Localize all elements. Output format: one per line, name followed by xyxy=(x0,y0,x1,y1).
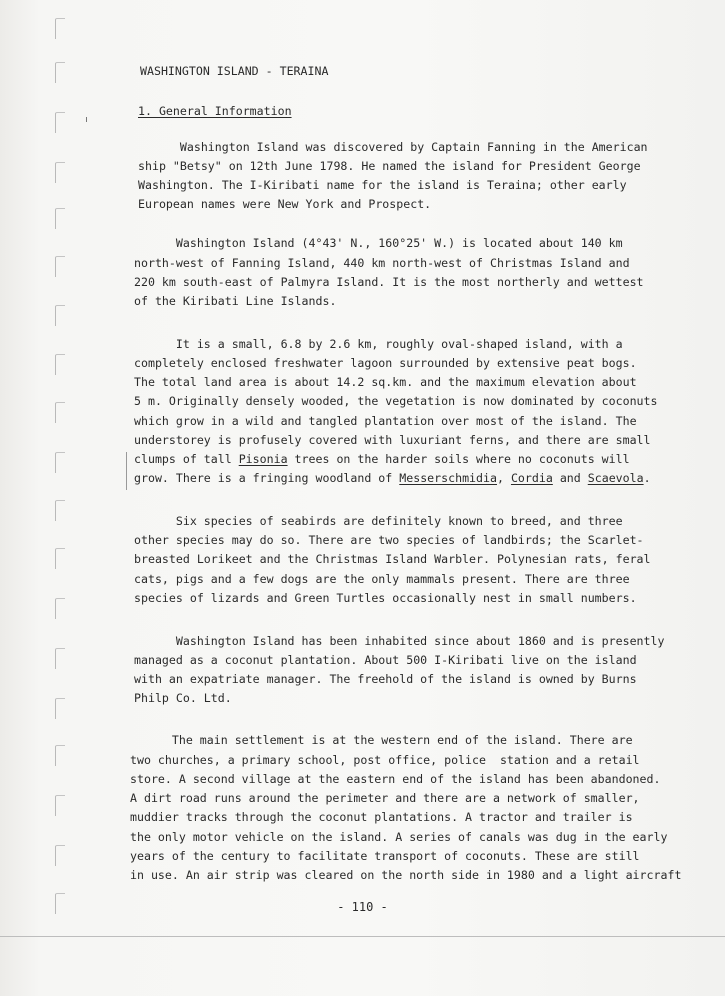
page-number: - 110 - xyxy=(337,900,388,914)
text-line: Washington Island has been inhabited since about 1860 and is presently xyxy=(134,634,665,648)
text-line: north-west of Fanning Island, 440 km north-west of Christmas Island and xyxy=(134,256,630,270)
text-line: which grow in a wild and tangled plantation over most of the island. The xyxy=(134,414,637,428)
text-line: understorey is profusely covered with luxuriant ferns, and there are small xyxy=(134,433,651,447)
punch-mark xyxy=(55,402,65,423)
text-line: muddier tracks through the coconut plantations. A tractor and trailer is xyxy=(130,810,633,824)
punch-mark xyxy=(55,795,65,816)
text-line: 5 m. Originally densely wooded, the vegetation is now dominated by coconuts xyxy=(134,394,658,408)
text-line: two churches, a primary school, post office, police station and a retail xyxy=(130,753,640,767)
punch-mark xyxy=(55,698,65,719)
text-line: European names were New York and Prospect. xyxy=(138,197,432,211)
text-line: 220 km south-east of Palmyra Island. It is the most northerly and wettest xyxy=(134,275,644,289)
punch-mark xyxy=(55,305,65,326)
punch-mark xyxy=(55,354,65,375)
margin-bar xyxy=(126,452,127,490)
punch-mark xyxy=(55,62,65,83)
text-line: managed as a coconut plantation. About 500 I-Kiribati live on the island xyxy=(134,653,637,667)
text-line: The main settlement is at the western end of the island. There are xyxy=(130,733,633,747)
punch-mark xyxy=(55,112,65,133)
punch-mark xyxy=(55,598,65,619)
punch-mark xyxy=(55,256,65,277)
text-line: breasted Lorikeet and the Christmas Island Warbler. Polynesian rats, feral xyxy=(134,552,651,566)
text-line: Philp Co. Ltd. xyxy=(134,691,232,705)
text-line: store. A second village at the eastern end of the island has been abandoned. xyxy=(130,772,661,786)
punch-mark xyxy=(55,500,65,521)
text-line: with an expatriate manager. The freehold of the island is owned by Burns xyxy=(134,672,637,686)
section-heading-text: 1. General Information xyxy=(138,104,292,118)
margin-mark xyxy=(86,117,87,122)
punch-mark xyxy=(55,548,65,569)
text-line: in use. An air strip was cleared on the north side in 1980 and a light aircraft xyxy=(130,868,682,882)
text-line: Six species of seabirds are definitely known to breed, and three xyxy=(134,514,623,528)
text-line: It is a small, 6.8 by 2.6 km, roughly oval-shaped island, with a xyxy=(134,337,623,351)
punch-mark xyxy=(55,648,65,669)
punch-mark xyxy=(55,162,65,183)
text-line: grow. There is a fringing woodland of Messerschmidia, Cordia and Scaevola. xyxy=(134,471,651,485)
punch-mark xyxy=(55,18,65,39)
text-line: species of lizards and Green Turtles occasionally nest in small numbers. xyxy=(134,591,637,605)
punch-mark xyxy=(55,208,65,229)
section-heading xyxy=(138,102,292,121)
text-line: Washington. The I-Kiribati name for the island is Teraina; other early xyxy=(138,178,627,192)
text-line: Washington Island was discovered by Captain Fanning in the American xyxy=(138,140,648,154)
punch-mark xyxy=(55,452,65,473)
text-line: years of the century to facilitate transport of coconuts. These are still xyxy=(130,849,640,863)
text-line: A dirt road runs around the perimeter and there are a network of smaller, xyxy=(130,791,640,805)
text-line: other species may do so. There are two species of landbirds; the Scarlet- xyxy=(134,533,644,547)
text-line: the only motor vehicle on the island. A series of canals was dug in the early xyxy=(130,830,668,844)
text-line: The total land area is about 14.2 sq.km. and the maximum elevation about xyxy=(134,375,637,389)
fold-line xyxy=(0,936,725,937)
document-title: WASHINGTON ISLAND - TERAINA xyxy=(140,64,329,78)
text-line: of the Kiribati Line Islands. xyxy=(134,294,337,308)
text-line: Washington Island (4°43' N., 160°25' W.) is located about 140 km xyxy=(134,236,623,250)
text-line: ship "Betsy" on 12th June 1798. He named the island for President George xyxy=(138,159,641,173)
text-line: completely enclosed freshwater lagoon surrounded by extensive peat bogs. xyxy=(134,356,637,370)
text-line: clumps of tall Pisonia trees on the harder soils where no coconuts will xyxy=(134,452,630,466)
punch-mark xyxy=(55,745,65,766)
text-line: cats, pigs and a few dogs are the only mammals present. There are three xyxy=(134,572,630,586)
punch-mark xyxy=(55,845,65,866)
